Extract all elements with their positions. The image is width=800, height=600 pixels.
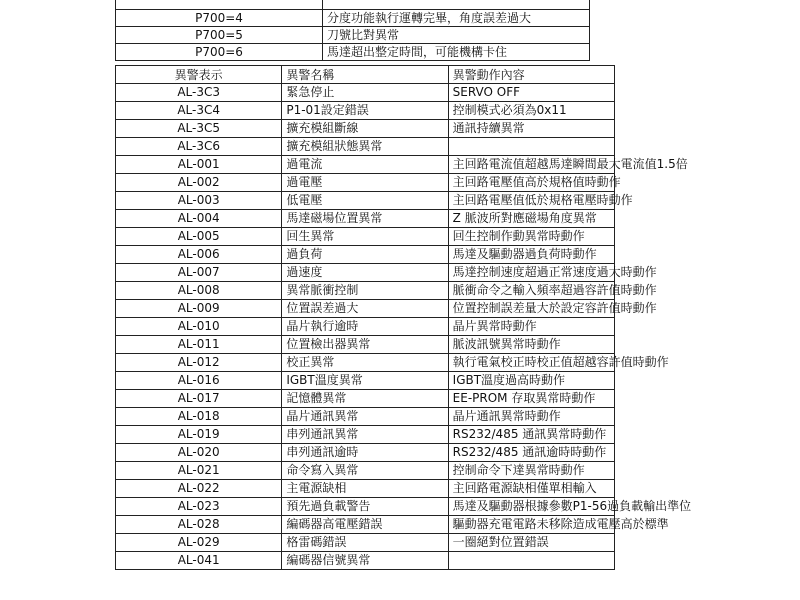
alarm-row: [116, 264, 615, 282]
p700-table: [115, 0, 590, 61]
alarm-code: AL-003: [116, 192, 282, 210]
alarm-action: 主回路電源缺相僅單相輸入: [448, 480, 614, 498]
p700-code: P700=6: [116, 44, 323, 61]
alarm-row: [116, 120, 615, 138]
alarm-name: 主電源缺相: [282, 480, 448, 498]
alarm-table: [115, 65, 692, 570]
alarm-row: [116, 534, 615, 552]
alarm-row: [116, 174, 615, 192]
p700-code: P700=4: [116, 10, 323, 27]
alarm-name: 晶片執行逾時: [282, 318, 448, 336]
alarm-row: [116, 210, 615, 228]
alarm-action: 馬達控制速度超過正常速度過大時動作: [448, 264, 614, 282]
alarm-name: 馬達磁場位置異常: [282, 210, 448, 228]
alarm-action: 主回路電壓值低於規格電壓時動作: [448, 192, 614, 210]
alarm-row: [116, 462, 615, 480]
alarm-name: 位置檢出器異常: [282, 336, 448, 354]
alarm-code: AL-009: [116, 300, 282, 318]
alarm-name: 預先過負載警告: [282, 498, 448, 516]
alarm-action: 主回路電壓值高於規格值時動作: [448, 174, 614, 192]
alarm-row: [116, 498, 615, 516]
alarm-action: 位置控制誤差量大於設定容許值時動作: [448, 300, 614, 318]
alarm-code: AL-016: [116, 372, 282, 390]
alarm-action: [448, 552, 614, 570]
alarm-name: 擴充模組狀態異常: [282, 138, 448, 156]
alarm-row: [116, 552, 615, 570]
alarm-row: [116, 336, 615, 354]
alarm-code: AL-029: [116, 534, 282, 552]
p700-description: 分度功能執行運轉完畢，角度誤差過大: [323, 10, 590, 27]
alarm-code: AL-011: [116, 336, 282, 354]
alarm-code: AL-017: [116, 390, 282, 408]
alarm-action: RS232/485 通訊逾時時動作: [448, 444, 614, 462]
alarm-name: 串列通訊逾時: [282, 444, 448, 462]
alarm-table-header: [116, 66, 615, 84]
alarm-code: AL-008: [116, 282, 282, 300]
alarm-action: 通訊持續異常: [448, 120, 614, 138]
alarm-row: [116, 246, 615, 264]
alarm-code: AL-023: [116, 498, 282, 516]
alarm-action: 馬達及驅動器過負荷時動作: [448, 246, 614, 264]
alarm-name: 過速度: [282, 264, 448, 282]
alarm-name: 命令寫入異常: [282, 462, 448, 480]
alarm-row: [116, 84, 615, 102]
alarm-row: [116, 300, 615, 318]
alarm-name: 編碼器信號異常: [282, 552, 448, 570]
alarm-code: AL-002: [116, 174, 282, 192]
alarm-action: 主回路電流值超越馬達瞬間最大電流值1.5倍: [448, 156, 614, 174]
p700-row: [116, 10, 590, 27]
alarm-code: AL-006: [116, 246, 282, 264]
alarm-action: 脈衝命令之輸入頻率超過容許值時動作: [448, 282, 614, 300]
alarm-row: [116, 390, 615, 408]
alarm-action: Z 脈波所對應磁場角度異常: [448, 210, 614, 228]
alarm-name: 位置誤差過大: [282, 300, 448, 318]
alarm-row: [116, 102, 615, 120]
alarm-name: 過電壓: [282, 174, 448, 192]
alarm-name: 擴充模組斷線: [282, 120, 448, 138]
alarm-name: IGBT溫度異常: [282, 372, 448, 390]
alarm-name: 串列通訊異常: [282, 426, 448, 444]
alarm-code: AL-041: [116, 552, 282, 570]
alarm-action: 執行電氣校正時校正值超越容許值時動作: [448, 354, 614, 372]
alarm-row: [116, 282, 615, 300]
alarm-row: [116, 372, 615, 390]
alarm-code: AL-018: [116, 408, 282, 426]
p700-description: [323, 0, 590, 10]
header-alarm-code: 異警表示: [116, 66, 282, 84]
alarm-name: 編碼器高電壓錯誤: [282, 516, 448, 534]
alarm-name: P1-01設定錯誤: [282, 102, 448, 120]
alarm-code: AL-007: [116, 264, 282, 282]
alarm-row: [116, 138, 615, 156]
alarm-code: AL-3C5: [116, 120, 282, 138]
alarm-name: 低電壓: [282, 192, 448, 210]
alarm-name: 回生異常: [282, 228, 448, 246]
alarm-action: SERVO OFF: [448, 84, 614, 102]
alarm-action: RS232/485 通訊異常時動作: [448, 426, 614, 444]
alarm-action: EE-PROM 存取異常時動作: [448, 390, 614, 408]
alarm-code: AL-022: [116, 480, 282, 498]
alarm-name: 異常脈衝控制: [282, 282, 448, 300]
alarm-action: 一圈絕對位置錯誤: [448, 534, 614, 552]
p700-row: [116, 27, 590, 44]
alarm-row: [116, 480, 615, 498]
alarm-name: 過負荷: [282, 246, 448, 264]
alarm-name: 格雷碼錯誤: [282, 534, 448, 552]
p700-row: [116, 44, 590, 61]
alarm-code: AL-005: [116, 228, 282, 246]
p700-code: P700=5: [116, 27, 323, 44]
alarm-code: AL-019: [116, 426, 282, 444]
alarm-code: AL-004: [116, 210, 282, 228]
alarm-code: AL-3C6: [116, 138, 282, 156]
alarm-row: [116, 192, 615, 210]
alarm-name: 記憶體異常: [282, 390, 448, 408]
alarm-row: [116, 228, 615, 246]
alarm-code: AL-001: [116, 156, 282, 174]
p700-description: 馬達超出整定時間，可能機構卡住: [323, 44, 590, 61]
alarm-name: 晶片通訊異常: [282, 408, 448, 426]
alarm-action: 驅動器充電電路未移除造成電壓高於標準: [448, 516, 614, 534]
alarm-action: 晶片通訊異常時動作: [448, 408, 614, 426]
p700-row: [116, 0, 590, 10]
alarm-row: [116, 516, 615, 534]
alarm-code: AL-3C3: [116, 84, 282, 102]
alarm-action: 馬達及驅動器根據參數P1-56過負載輸出準位: [448, 498, 614, 516]
alarm-row: [116, 156, 615, 174]
alarm-code: AL-028: [116, 516, 282, 534]
alarm-name: 校正異常: [282, 354, 448, 372]
alarm-code: AL-010: [116, 318, 282, 336]
header-alarm-name: 異警名稱: [282, 66, 448, 84]
alarm-action: 晶片異常時動作: [448, 318, 614, 336]
alarm-action: [448, 138, 614, 156]
alarm-action: IGBT溫度過高時動作: [448, 372, 614, 390]
alarm-code: AL-021: [116, 462, 282, 480]
alarm-name: 過電流: [282, 156, 448, 174]
alarm-row: [116, 426, 615, 444]
alarm-row: [116, 408, 615, 426]
p700-code: [116, 0, 323, 10]
alarm-code: AL-3C4: [116, 102, 282, 120]
alarm-action: 脈波訊號異常時動作: [448, 336, 614, 354]
alarm-action: 控制命令下達異常時動作: [448, 462, 614, 480]
alarm-row: [116, 354, 615, 372]
alarm-row: [116, 318, 615, 336]
alarm-action: 回生控制作動異常時動作: [448, 228, 614, 246]
header-alarm-action: 異警動作內容: [448, 66, 614, 84]
alarm-code: AL-012: [116, 354, 282, 372]
alarm-code: AL-020: [116, 444, 282, 462]
alarm-action: 控制模式必須為0x11: [448, 102, 614, 120]
p700-description: 刀號比對異常: [323, 27, 590, 44]
alarm-row: [116, 444, 615, 462]
alarm-name: 緊急停止: [282, 84, 448, 102]
